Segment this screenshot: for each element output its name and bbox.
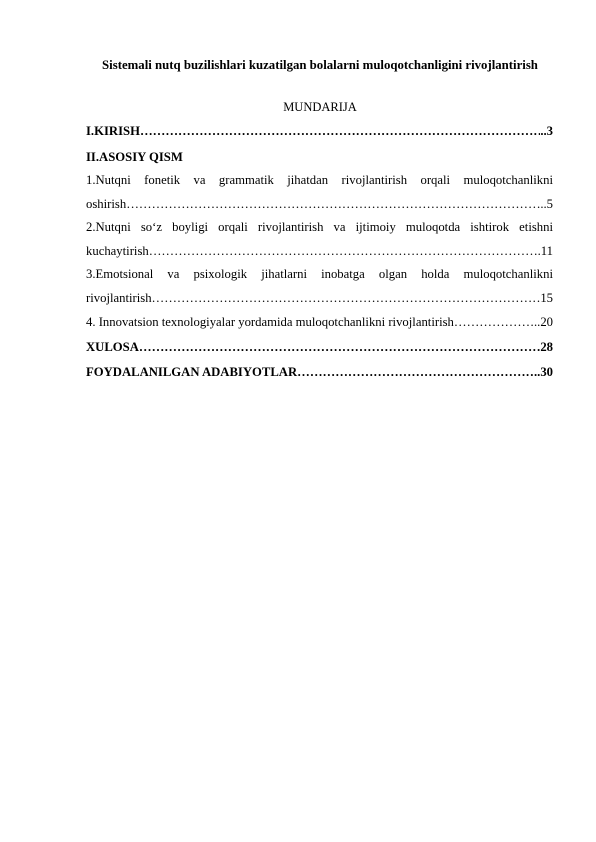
- toc-page-number: ..5: [540, 197, 553, 211]
- dot-leader: [140, 123, 540, 139]
- toc-section-main[interactable]: [86, 149, 553, 165]
- contents-heading: MUNDARIJA: [283, 100, 357, 114]
- toc-page-number: 15: [540, 291, 553, 305]
- toc-entry-label: 2.Nutqni so‘z boyligi orqali rivojlantirish va ijtimoiy muloqotda ishtirok etishni: [86, 220, 553, 234]
- toc-entry-label: XULOSA: [86, 340, 139, 354]
- toc-entry-1-line2[interactable]: [86, 196, 553, 212]
- toc-entry-4[interactable]: [86, 314, 553, 330]
- toc-page-number: ..30: [533, 365, 553, 379]
- dot-leader: [152, 290, 541, 306]
- toc-entry-1-line1[interactable]: [86, 172, 553, 188]
- toc-entry-label: oshirish: [86, 197, 127, 211]
- dot-leader: [126, 196, 540, 212]
- toc-entry-label: FOYDALANILGAN ADABIYOTLAR: [86, 365, 298, 379]
- toc-page-number: .11: [537, 244, 553, 258]
- toc-entry-2-line1[interactable]: [86, 219, 553, 235]
- dot-leader: [139, 339, 540, 355]
- toc-entry-conclusion[interactable]: [86, 339, 553, 355]
- toc-entry-intro[interactable]: [86, 123, 553, 139]
- toc-entry-3-line1[interactable]: [86, 266, 553, 282]
- toc-page-number: ..3: [540, 124, 553, 138]
- toc-entry-label: kuchaytirish: [86, 244, 149, 258]
- toc-entry-label: II.ASOSIY QISM: [86, 150, 183, 164]
- toc-entry-3-line2[interactable]: [86, 290, 553, 306]
- dot-leader: [149, 243, 538, 259]
- document-title: Sistemali nutq buzilishlari kuzatilgan bolalarni muloqotchanligini rivojlantirish: [102, 58, 538, 72]
- toc-entry-label: I.KIRISH: [86, 124, 140, 138]
- toc-entry-references[interactable]: [86, 364, 553, 380]
- toc-entry-label: 4. Innovatsion texnologiyalar yordamida muloqotchanlikni rivojlantirish: [86, 315, 454, 329]
- toc-entry-label: 1.Nutqni fonetik va grammatik jihatdan rivojlantirish orqali muloqotchanlikni: [86, 173, 553, 187]
- toc-page-number: 28: [540, 340, 553, 354]
- toc-entry-label: rivojlantirish: [86, 291, 152, 305]
- dot-leader: [297, 364, 534, 380]
- toc-entry-2-line2[interactable]: [86, 243, 553, 259]
- dot-leader: [454, 314, 534, 330]
- toc-entry-label: 3.Emotsional va psixologik jihatlarni inobatga olgan holda muloqotchanlikni: [86, 267, 553, 281]
- toc-page-number: ..20: [533, 315, 553, 329]
